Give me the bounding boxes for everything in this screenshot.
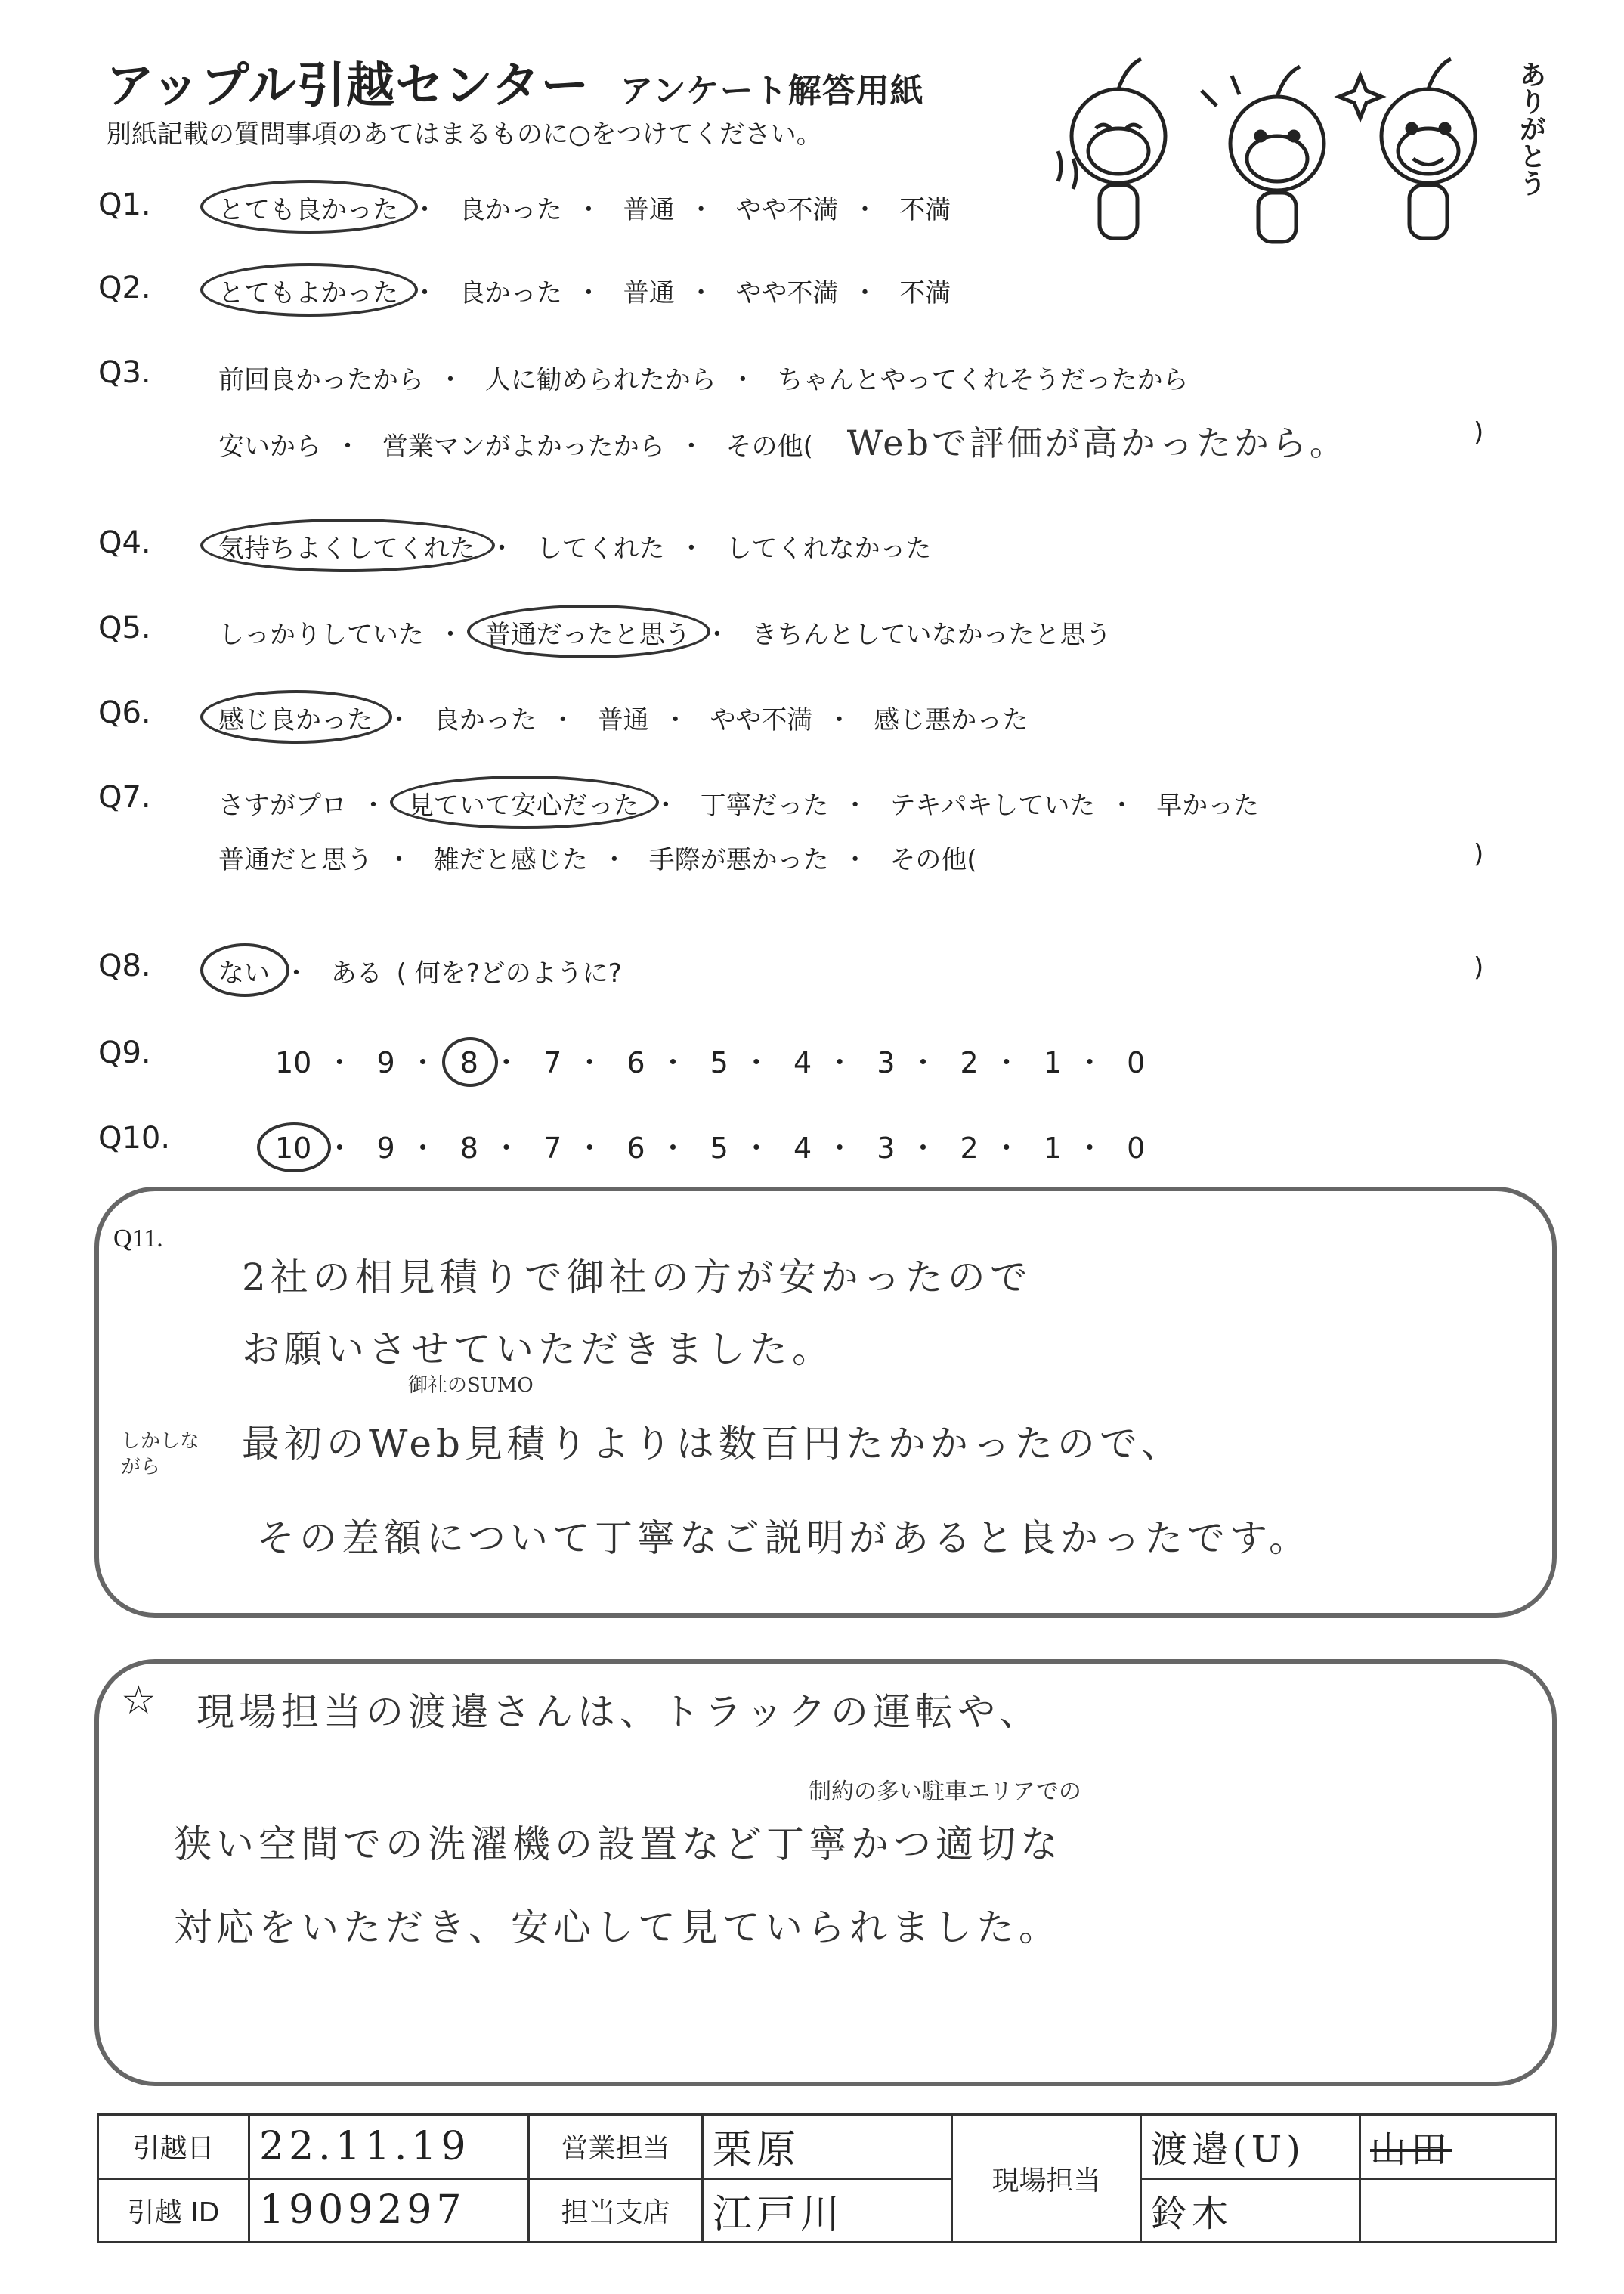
q6-option-2[interactable]: 良かった [433, 705, 537, 735]
star-icon: ☆ [121, 1678, 156, 1723]
q11-line-3: 最初のWeb見積りよりは数百円たかかったので、 [242, 1422, 1183, 1466]
branch-name[interactable]: 江戸川 [703, 2178, 952, 2243]
form-title: アンケート解答用紙 [620, 72, 924, 110]
move-date-value[interactable]: 22.11.19 [249, 2115, 529, 2179]
q7-option-4[interactable]: テキパキしていた [889, 791, 1096, 821]
q4-options: 気持ちよくしてくれた ・ してくれた ・ してくれなかった [215, 528, 935, 565]
q11-label: Q11. [113, 1224, 163, 1252]
q2-options: とてもよかった ・ 良かった ・ 普通 ・ やや不満 ・ 不満 [215, 272, 954, 309]
company-title [106, 47, 924, 116]
q3-option-3[interactable]: ちゃんとやってくれそうだったから [777, 365, 1189, 395]
q9-score-5[interactable]: 5 [710, 1046, 728, 1079]
q9-scale: 10 ・ 9 ・ 8 ・ 7 ・ 6 ・ 5 ・ 4 ・ 3 ・ 2 ・ 1 ・ 0 [272, 1039, 1148, 1081]
q3-option-5[interactable]: 営業マンがよかったから [382, 432, 665, 462]
q7-option-2[interactable]: 見ていて安心だった [405, 785, 642, 822]
q1-option-5[interactable]: 不満 [899, 195, 951, 225]
q8-close-paren: ) [1474, 952, 1484, 983]
company-name: アップル引越センター [106, 58, 590, 114]
q3-option-other[interactable]: その他( [725, 432, 813, 462]
q9-label: Q9. [98, 1036, 151, 1070]
q9-score-8[interactable]: 8 [457, 1046, 481, 1079]
q9-score-3[interactable]: 3 [877, 1046, 896, 1079]
q5-option-2[interactable]: 普通だったと思う [482, 614, 694, 651]
q3-label: Q3. [98, 355, 151, 390]
q2-option-5[interactable]: 不満 [899, 278, 951, 308]
q9-score-2[interactable]: 2 [960, 1046, 979, 1079]
q9-score-0[interactable]: 0 [1127, 1046, 1146, 1079]
move-id-label: 引越 ID [98, 2178, 249, 2243]
q3-close-paren: ) [1474, 417, 1484, 447]
comment-line-2: 狭い空間での洗濯機の設置など丁寧かつ適切な [174, 1822, 1063, 1866]
q1-option-4[interactable]: やや不満 [735, 195, 839, 225]
q5-label: Q5. [98, 611, 151, 645]
move-info-table [97, 2113, 1557, 2243]
q7-option-6[interactable]: 普通だと思う [218, 845, 373, 875]
q2-option-3[interactable]: 普通 [623, 278, 675, 308]
field-staff-1[interactable]: 渡邉(U) [1141, 2115, 1360, 2179]
q1-label: Q1. [98, 187, 151, 222]
field-staff-struck[interactable]: 山田 [1360, 2115, 1557, 2179]
monkey-icon [1058, 59, 1165, 238]
q11-line-2: お願いさせていただきました。 [242, 1327, 834, 1371]
q10-score-2[interactable]: 2 [960, 1132, 979, 1165]
q1-option-1[interactable]: とても良かった [215, 189, 401, 226]
q10-score-6[interactable]: 6 [626, 1132, 645, 1165]
q2-option-1[interactable]: とてもよかった [215, 272, 401, 309]
monkey-icon [1202, 67, 1324, 242]
q6-label: Q6. [98, 695, 151, 730]
q7-options-line1: さすがプロ ・ 見ていて安心だった ・ 丁寧だった ・ テキパキしていた ・ 早かった [215, 785, 1262, 822]
q11-margin-note: しかしながら [121, 1430, 200, 1478]
q7-option-5[interactable]: 早かった [1156, 791, 1260, 821]
branch-label: 担当支店 [529, 2178, 703, 2243]
move-date-label: 引越日 [98, 2115, 249, 2179]
q9-score-1[interactable]: 1 [1043, 1046, 1063, 1079]
q2-option-4[interactable]: やや不満 [735, 278, 839, 308]
q3-options-line1: 前回良かったから ・ 人に勧められたから ・ ちゃんとやってくれそうだったから [215, 359, 1192, 396]
q4-label: Q4. [98, 525, 151, 560]
q8-options: ない ・ ある ( 何を?どのように? [215, 952, 625, 989]
q11-line-1: 2社の相見積りで御社の方が安かったので [242, 1255, 1032, 1299]
field-staff-label: 現場担当 [952, 2115, 1141, 2243]
monkey-icon [1339, 59, 1475, 238]
q3-option-4[interactable]: 安いから [218, 432, 321, 462]
field-staff-2[interactable]: 鈴木 [1141, 2178, 1360, 2243]
q6-option-5[interactable]: 感じ悪かった [874, 705, 1029, 735]
q9-score-6[interactable]: 6 [626, 1046, 645, 1079]
q3-options-line2: 安いから ・ 営業マンがよかったから ・ その他( Webで評価が高かったから。 [215, 416, 1347, 466]
move-id-value[interactable]: 1909297 [249, 2178, 529, 2243]
sales-label: 営業担当 [529, 2115, 703, 2179]
comment-line-1: 現場担当の渡邉さんは、トラックの運転や、 [196, 1690, 1041, 1734]
q7-option-3[interactable]: 丁寧だった [700, 791, 829, 821]
q7-close-paren: ) [1474, 839, 1484, 869]
q10-score-0[interactable]: 0 [1127, 1132, 1146, 1165]
monkey-mascot-illustration [1050, 45, 1519, 249]
q11-line-4: その差額について丁寧なご説明があると良かったです。 [257, 1516, 1311, 1560]
q9-score-10[interactable]: 10 [275, 1046, 312, 1079]
sales-name[interactable]: 栗原 [703, 2115, 952, 2179]
q7-option-1[interactable]: さすがプロ [218, 791, 347, 821]
q6-option-1[interactable]: 感じ良かった [215, 699, 376, 736]
q10-score-7[interactable]: 7 [543, 1132, 562, 1165]
field-staff-empty-cell[interactable] [1360, 2178, 1557, 2243]
q10-score-9[interactable]: 9 [376, 1132, 395, 1165]
q9-score-7[interactable]: 7 [543, 1046, 562, 1079]
q7-option-8[interactable]: 手際が悪かった [648, 845, 829, 875]
q7-option-other[interactable]: その他( [889, 845, 977, 875]
q10-score-5[interactable]: 5 [710, 1132, 728, 1165]
q8-option-detail[interactable]: ( 何を?どのように? [396, 958, 622, 989]
q8-option-2[interactable]: ある [330, 958, 382, 989]
q7-label: Q7. [98, 780, 151, 815]
thanks-text: ありがとう [1515, 60, 1546, 197]
q6-option-3[interactable]: 普通 [597, 705, 649, 735]
q10-scale: 10 ・ 9 ・ 8 ・ 7 ・ 6 ・ 5 ・ 4 ・ 3 ・ 2 ・ 1 ・ 0 [272, 1125, 1148, 1166]
q5-options: しっかりしていた ・ 普通だったと思う ・ きちんとしていなかったと思う [215, 614, 1115, 651]
comment-line-3: 対応をいただき、安心して見ていられました。 [174, 1905, 1061, 1949]
q11-insert-note: 御社のSUMO [408, 1374, 534, 1397]
q10-score-4[interactable]: 4 [793, 1132, 812, 1165]
q7-option-7[interactable]: 雑だと感じた [433, 845, 588, 875]
q10-score-3[interactable]: 3 [877, 1132, 896, 1165]
q9-score-4[interactable]: 4 [793, 1046, 812, 1079]
q2-option-2[interactable]: 良かった [459, 278, 562, 308]
q9-score-9[interactable]: 9 [376, 1046, 395, 1079]
q1-option-3[interactable]: 普通 [623, 195, 675, 225]
q3-other-written: Webで評価が高かったから。 [846, 423, 1347, 463]
q8-option-1[interactable]: ない [215, 952, 273, 989]
q10-score-10[interactable]: 10 [272, 1132, 314, 1165]
q4-option-1[interactable]: 気持ちよくしてくれた [215, 528, 478, 565]
q3-option-2[interactable]: 人に勧められたから [484, 365, 716, 395]
q1-options: とても良かった ・ 良かった ・ 普通 ・ やや不満 ・ 不満 [215, 189, 954, 226]
q8-label: Q8. [98, 949, 151, 983]
q4-option-3[interactable]: してくれなかった [725, 534, 932, 564]
q10-score-1[interactable]: 1 [1043, 1132, 1063, 1165]
q3-option-1[interactable]: 前回良かったから [218, 365, 424, 395]
q5-option-3[interactable]: きちんとしていなかったと思う [751, 620, 1112, 650]
q6-option-4[interactable]: やや不満 [710, 705, 813, 735]
q1-option-2[interactable]: 良かった [459, 195, 562, 225]
q7-options-line2: 普通だと思う ・ 雑だと感じた ・ 手際が悪かった ・ その他( [215, 839, 980, 876]
q10-score-8[interactable]: 8 [459, 1132, 478, 1165]
q6-options: 感じ良かった ・ 良かった ・ 普通 ・ やや不満 ・ 感じ悪かった [215, 699, 1031, 736]
q2-label: Q2. [98, 271, 151, 305]
q10-label: Q10. [98, 1121, 171, 1156]
comment-insert-note: 制約の多い駐車エリアでの [809, 1779, 1081, 1805]
q4-option-2[interactable]: してくれた [536, 534, 665, 564]
q5-option-1[interactable]: しっかりしていた [218, 620, 424, 650]
instruction-text: 別紙記載の質問事項のあてはまるものに○をつけてください。 [106, 119, 822, 150]
